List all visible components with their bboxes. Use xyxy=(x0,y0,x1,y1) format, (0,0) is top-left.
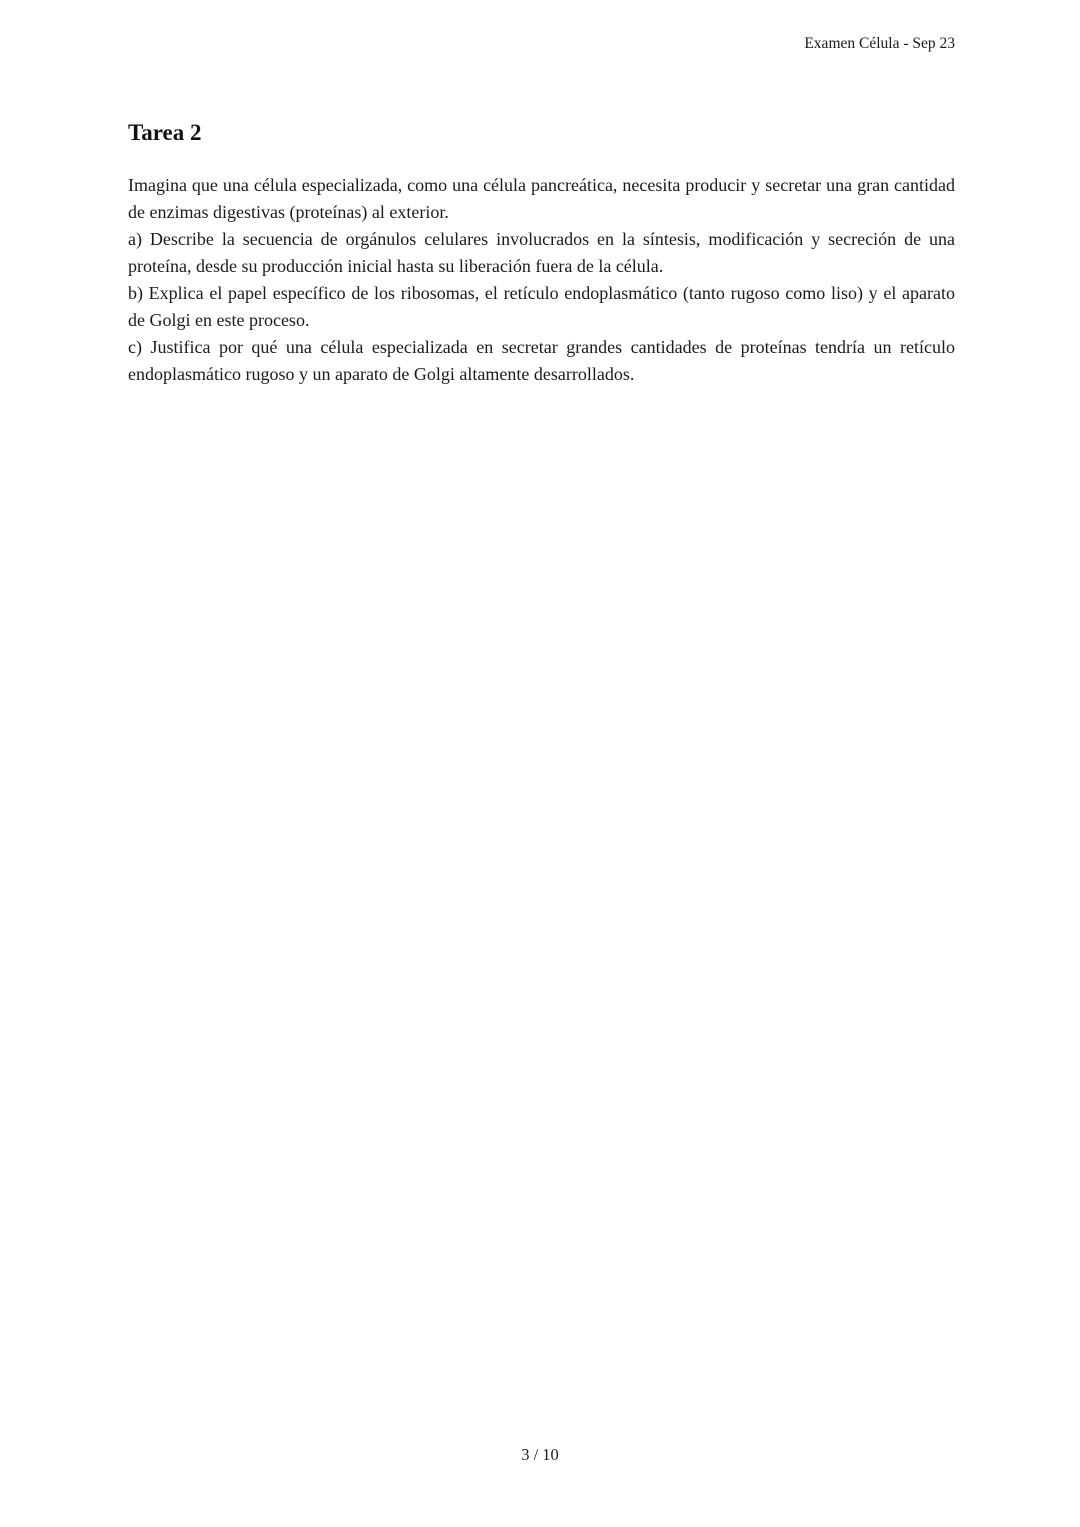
task-intro-paragraph: Imagina que una célula especializada, como una célula pancreática, necesita producir y secretar una gran cantidad de enzimas digestivas (proteínas) al exterior. xyxy=(128,175,955,222)
task-body xyxy=(128,172,955,388)
task-question-b: b) Explica el papel específico de los ribosomas, el retículo endoplasmático (tanto rugoso como liso) y el aparato de Golgi en este proceso. xyxy=(128,283,955,330)
task-question-a: a) Describe la secuencia de orgánulos celulares involucrados en la síntesis, modificación y secreción de una proteína, desde su producción inicial hasta su liberación fuera de la célula. xyxy=(128,229,955,276)
task-title: Tarea 2 xyxy=(128,120,202,145)
document-header-text: Examen Célula - Sep 23 xyxy=(804,35,955,52)
page-number: 3 / 10 xyxy=(521,1445,559,1464)
task-question-c: c) Justifica por qué una célula especializada en secretar grandes cantidades de proteínas tendría un retículo endoplasmático rugoso y un aparato de Golgi altamente desarrollados. xyxy=(128,337,955,384)
document-content xyxy=(128,120,955,388)
